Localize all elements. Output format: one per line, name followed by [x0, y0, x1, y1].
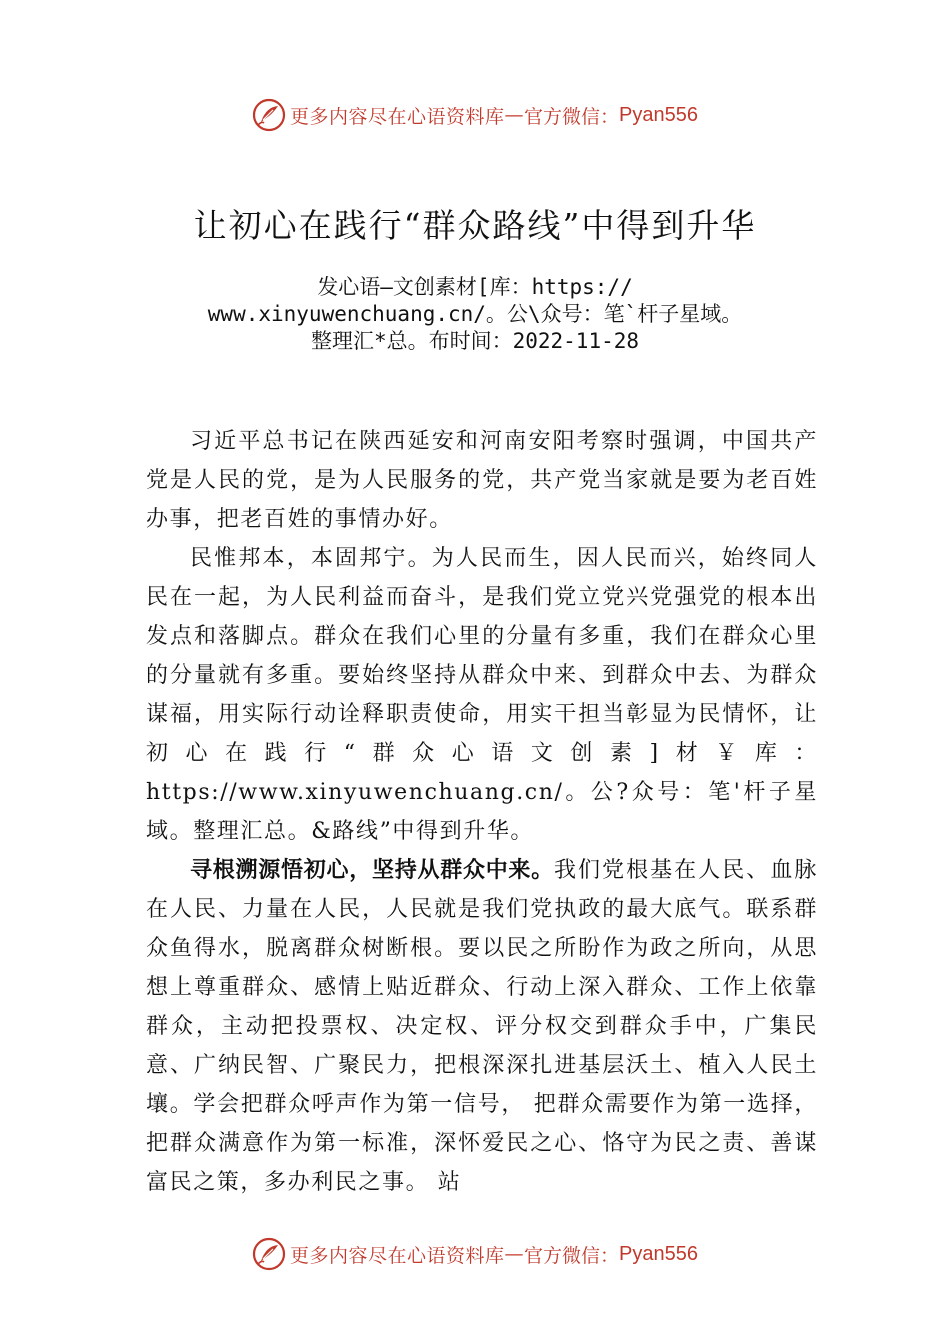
document-body: [146, 422, 818, 1202]
document-title: 让初心在践行“群众路线”中得到升华: [193, 206, 757, 245]
paragraph: [146, 851, 818, 1202]
banner-dash: —: [504, 1243, 525, 1265]
pen-heart-logo-icon: [252, 1237, 286, 1271]
meta-line: 整理汇*总。布时间：2022-11-28: [310, 329, 640, 353]
header-banner: [0, 93, 950, 137]
banner-wechat-label: 官方微信：: [524, 1244, 620, 1267]
meta-line: 发心语—文创素材[库：https://: [317, 275, 633, 299]
banner-wechat-id: Pyan556: [619, 1242, 698, 1265]
paragraph: [146, 422, 818, 539]
footer-banner: [0, 1232, 950, 1276]
banner-text: 更多内容尽在心语资料库: [290, 105, 505, 128]
paragraph-text: 习近平总书记在陕西延安和河南安阳考察时强调，中国共产党是人民的党，是为人民服务的党，共产党当家就是要为老百姓办事，把老百姓的事情办好。: [146, 429, 818, 532]
banner-wechat-id: Pyan556: [619, 103, 698, 126]
paragraph-heading: 寻根溯源悟初心，坚持从群众中来。: [190, 858, 554, 883]
banner-dash: —: [504, 104, 525, 126]
paragraph: [146, 539, 818, 851]
banner-text: 更多内容尽在心语资料库: [290, 1244, 505, 1267]
banner-wechat-label: 官方微信：: [524, 105, 620, 128]
pen-heart-logo-icon: [252, 98, 286, 132]
paragraph-text: 我们党根基在人民、血脉在人民、力量在人民，人民就是我们党执政的最大底气。联系群众鱼得水，脱离群众树断根。要以民之所盼作为政之所向，从思想上尊重群众、感情上贴近群众、行动上深入群众、工作上依靠群众，主动把投票权、决定权、评分权交到群众手中，广集民意、广纳民智、广聚民力，把根深深扎进基层沃土、植入人民土壤。学会把群众呼声作为第一信号， 把群众需要作为第一选择，把群众满意作为第一标准，深怀爱民之心、恪守为民之责、善谋富民之策，多办利民之事。 站: [146, 858, 818, 1195]
meta-line: www.xinyuwenchuang.cn/。公\众号：笔`杆子星域。: [207, 302, 743, 326]
paragraph-text: 民惟邦本，本固邦宁。为人民而生，因人民而兴，始终同人民在一起，为人民利益而奋斗，是我们党立党兴党强党的根本出发点和落脚点。群众在我们心里的分量有多重，我们在群众心里的分量就有多重。要始终坚持从群众中来、到群众中去、为群众谋福，用实际行动诠释职责使命，用实干担当彰显为民情怀，让初心在践行“群众心语文创素]材￥库：https://www.xinyuwenchuang.cn/。公?众号：笔'杆子星域。整理汇总。&路线”中得到升华。: [146, 546, 818, 844]
document-meta: [0, 274, 950, 355]
